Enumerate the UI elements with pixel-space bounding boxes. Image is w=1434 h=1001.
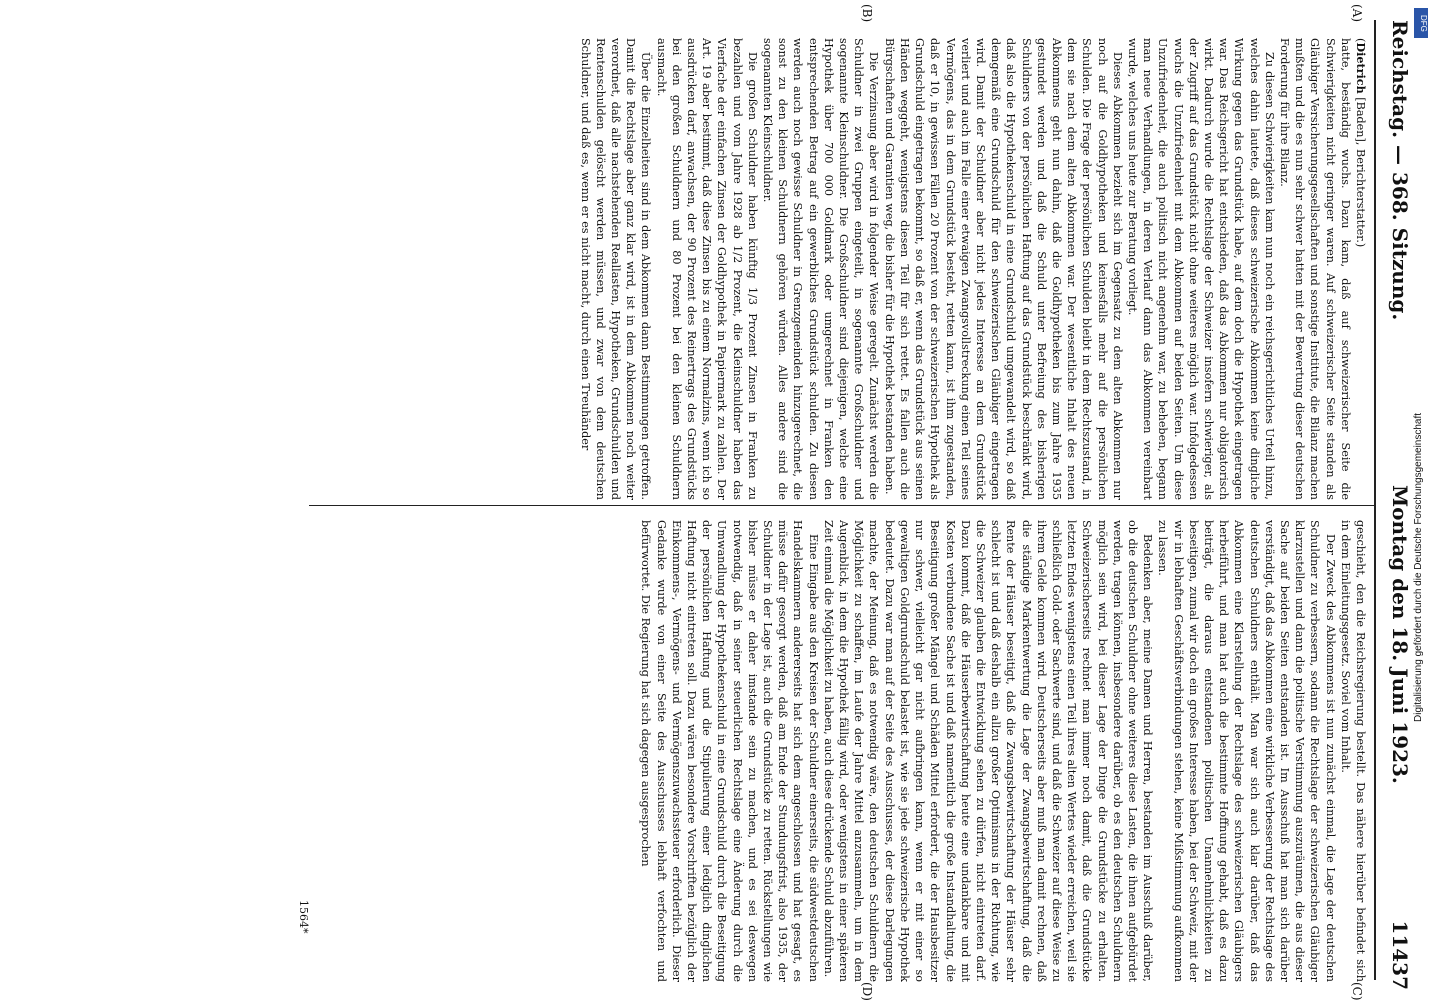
- paragraph: Über die Einzelheiten sind in dem Abkommen dann Bestimmungen getroffen. Damit die Rechtslage aber ganz klar wird, ist in dem Abkommen noch weiter verordnet, daß alle nachstehenden Reallasten, Hypotheken, Grundschulden und Rentenschulden gelöscht werden müssen, und zwar von dem deutschen Schuldner, und daß es, wenn er es nicht macht, durch einen Treuhänder: [578, 38, 653, 500]
- dfg-sidebar: [1410, 8, 1432, 728]
- margin-mark-c: (C): [1350, 982, 1364, 1001]
- footer-number: 1564*: [297, 900, 310, 934]
- right-column: [318, 520, 1368, 982]
- header-rule: [1374, 20, 1376, 980]
- paragraph: geschieht, den die Reichsregierung bestellt. Das nähere hierüber befindet sich in dem Einleitungsgesetz. Soviel vom Inhalt.: [1338, 520, 1367, 982]
- paragraph: Der Zweck des Abkommens ist nun zunächst einmal, die Lage der deutschen Schuldner zu verbessern, sodann die Rechtslage der schweizerischen Gläubiger klarzustellen und dann die politische Verstimmung auszuräumen, die aus dieser Sache auf beiden Seiten entstanden ist. Im Ausschuß hat man sich darüber verständigt, daß das Abkommen eine wirkliche Verbesserung der Rechtslage des deutschen Schuldners enthält. Man war sich auch klar darüber, daß das Abkommen eine Klarstellung der Rechtslage des schweizerischen Gläubigers herbeiführt, und man hat auch die bestimmte Hoffnung gehabt, daß es dazu beiträgt, die daraus entstandenen politischen Unannehmlichkeiten zu beseitigen, zumal wir doch ein großes Interesse haben, bei der Schweiz, mit der wir in lebhaften Geschäftsverbindungen stehen, keine Mißstimmung aufkommen zu lassen.: [1156, 520, 1337, 982]
- speaker-note: [Baden], Berichterstatter.): [1354, 97, 1367, 248]
- page-number: 11437: [1388, 920, 1412, 990]
- header-left: Reichstag. — 368. Sitzung.: [1388, 20, 1412, 321]
- column-divider: [309, 505, 1374, 506]
- margin-mark-b: (B): [860, 4, 874, 23]
- paragraph: hatte, beständig wuchs. Dazu kam, daß auf schweizerischer Seite die Schwierigkeiten nicht geringer waren. Auf schweizerischer Seite standen als Gläubiger Versicherungsgesellschaften und sonstige Institute, die Bilanz machen mußten und die es nun sehr schwer hatten mit der Bewertung dieser deutschen Forderung für ihre Bilanz.: [1277, 38, 1352, 500]
- paragraph: Bedenken aber, meine Damen und Herren, bestanden im Ausschuß darüber, ob die deutschen Schuldner ohne weiteres diese Lasten, die ihnen aufgebürdet werden, tragen können, insbesondere darüber, ob es den deutschen Schuldnern möglich sein wird, bei dieser Lage der Dinge die Grundstücke zu erhalten. Schweizerischerseits rechnet man immer noch damit, daß die Grundstücke letzten Endes wenigstens einen Teil ihres alten Wertes wieder erreichen, weil sie schließlich Gold- oder Sachwerte sind, und daß die Schweizer auf diese Weise zu ihrem Gelde kommen wird. Deutscherseits aber muß man damit rechnen, daß die ständige Markentwertung die Lage der Zwangsbewirtschaftung, daß die Rente der Häuser beseitigt, daß die Zwangsbewirtschaftung der Häuser sehr schlecht ist und daß deshalb ein allzu großer Optimismus in der Richtung, wie die Schweizer glauben die Entwicklung sehen zu dürfen, nicht eintreten darf. Dazu kommt, daß die Häuserbewirtschaftung heute eine undankbare und mit Kosten verbundene Sache ist und daß namentlich die große Instandhaltung, die Beseitigung großer Mängel und Schäden Mittel erfordert, die der Hausbesitzer nur schwer, vielleicht gar nicht aufbringen kann, wenn er mit einer so gewaltigen Goldgrundschuld belastet ist, wie sie jede schweizerische Hypothek bedeutet. Dazu war man auf der Seite des Ausschusses, der diese Darlegungen machte, der Meinung, daß es notwendig wäre, den deutschen Schuldnern die Möglichkeit zu schaffen, im Laufe der Jahre Mittel anzusammeln, um in dem Augenblick, in dem die Hypothek fällig wird, oder wenigstens in einer späteren Zeit einmal die Möglichkeit zu haben, auch diese drückende Schuld abzuführen.: [821, 520, 1155, 982]
- paragraph: Zu diesen Schwierigkeiten kam nun noch ein reichsgerichtliches Urteil hinzu, welches dahin lautete, daß dieses schweizerische Abkommen keine dingliche Wirkung gegen das Grundstück habe, auf dem doch die Hypothek eingetragen war. Das Reichsgericht hat entschieden, daß das Abkommen nur obligatorisch wirkt. Dadurch wurde die Rechtslage der Schweizer insofern schwieriger, als der Zugriff auf das Grundstück nicht ohne weiteres möglich war. Infolgedessen wuchs die Unzufriedenheit mit dem Abkommen auf beiden Seiten. Um diese Unzufriedenheit, die auch politisch nicht angenehm war, zu beheben, begann man neue Verhandlungen, in deren Verlauf dann das Abkommen vereinbart wurde, welches uns heute zur Beratung vorliegt.: [1125, 38, 1276, 500]
- dfg-notice: Digitalisierung gefördert durch die Deutsche Forschungsgemeinschaft: [1413, 412, 1424, 722]
- dfg-logo: DFG: [1414, 8, 1428, 38]
- margin-mark-d: (D): [860, 982, 874, 1001]
- paragraph: Die großen Schuldner haben künftig 1/3 Prozent Zinsen in Franken zu bezahlen und vom Jahre 1928 ab 1/2 Prozent, die Kleinschuldner haben das Vierfache der einfachen Zinsen der Goldhypothek in Papiermark zu zahlen. Der Art. 19 aber bestimmt, daß diese Zinsen bis zu einem Normalzins, wenn ich so ausdrücken darf, anwachsen, der 90 Prozent des Reinertrags des Grundstücks bei den großen Schuldnern und 80 Prozent bei den kleinen Schuldnern ausmacht.: [654, 38, 759, 500]
- paragraph: Eine Eingabe aus den Kreisen der Schuldner einerseits, die südwestdeutschen Handelskammern andererseits hat sich dem angeschlossen und hat gesagt, es müsse dafür gesorgt werden, daß am Ende der Stundungsfrist, also 1935, der Schuldner in der Lage ist, auch die Grundstücke zu retten. Rückstellungen wie bisher müsse er daher imstande sein zu machen, und es sei deswegen notwendig, daß in seiner steuerlichen Rechtslage eine Änderung durch die Umwandlung der Hypothekenschuld in eine Grundschuld durch die Beseitigung der persönlichen Haftung und die Stipulierung einer lediglich dinglichen Haftung nicht eintreten soll. Dazu wären besondere Vorschriften bezüglich der Einkommens-, Vermögens- und Vermögenszuwachssteuer erforderlich. Dieser Gedanke wurde von einer Seite des Ausschusses lebhaft verfochten und befürwortet. Die Regierung hat sich dagegen ausgesprochen: [639, 520, 820, 982]
- header-date: Montag den 18. Juni 1923.: [1388, 485, 1412, 784]
- speaker-line: (Dietrich [Baden], Berichterstatter.): [1354, 38, 1368, 248]
- paragraph: Die Verzinsung aber wird in folgender Weise geregelt. Zunächst werden die Schuldner in zwei Gruppen eingeteilt, in sogenannte Großschuldner und sogenannte Kleinschuldner. Die Großschuldner sind diejenigen, welche eine Hypothek über 700 000 Goldmark oder umgerechnet in Franken den entsprechenden Betrag auf ein gewerbliches Grundstück schulden. Zu diesen werden auch noch gewisse Schuldner in Grenzgemeinden hinzugerechnet, die sonst zu den kleinen Schuldnern gehören würden. Alles andere sind die sogenannten Kleinschuldner.: [761, 38, 881, 500]
- left-column: [318, 38, 1368, 500]
- margin-mark-a: (A): [1350, 4, 1364, 23]
- speaker-name: Dietrich: [1354, 42, 1368, 94]
- paragraph: Dieses Abkommen bezieht sich im Gegensatz zu dem alten Abkommen nur noch auf die Goldhypotheken und keinesfalls mehr auf die persönlichen Schulden. Die Frage der persönlichen Schulden bleibt in dem Rechtszustand, in dem sie nach dem alten Abkommen war. Der wesentliche Inhalt des neuen Abkommens geht nun dahin, daß die Goldhypotheken bis zum Jahre 1935 gestundet werden und daß die Schuld unter Befreiung des bisherigen Schuldners von der persönlichen Haftung auf das Grundstück beschränkt wird, daß also die Hypothekenschuld in eine Grundschuld umgewandelt wird, so daß demgemäß eine Grundschuld für den schweizerischen Gläubiger eingetragen wird. Damit der Schuldner aber nicht jedes Interesse an dem Grundstück verliert und auch im Falle einer etwaigen Zwangsvollstreckung einen Teil seines Vermögens, das in dem Grundstück besteht, retten kann, ist ihm zugestanden, daß er 10, in gewissen Fällen 20 Prozent von der schweizerischen Hypothek als Grundschuld eingetragen bekommt, so daß er, wenn das Grundstück aus seinen Händen weggeht, wenigstens diesen Teil für sich rettet. Es fallen auch die Bürgschaften und Garantien weg, die bisher für die Hypothek bestanden haben.: [882, 38, 1124, 500]
